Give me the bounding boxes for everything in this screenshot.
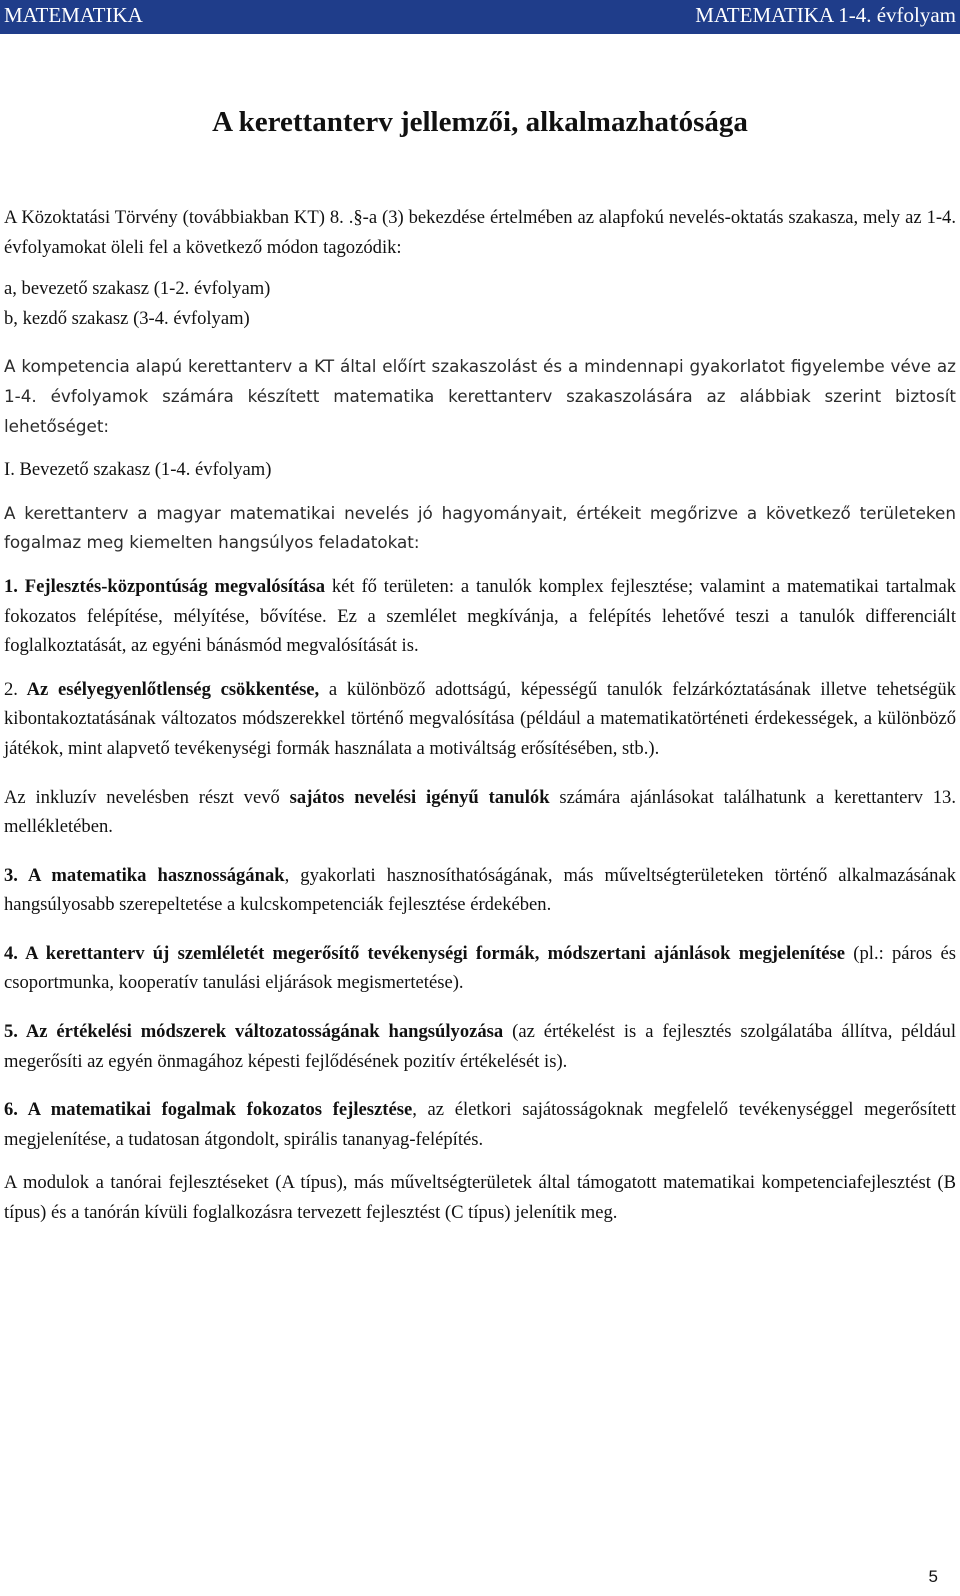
page-header [0,0,960,34]
item-2-text: a különböző adottságú, képességű tanulók felzárkóztatásának illetve tehetségük kibontakoztatásának változatos módszerekkel történő megvalósítása (például a matematikatörténeti érdekességek, a különböző játékok, mint alapvető tevékenységi formák használata a motiváltság erősítésében, stb.). [4,678,957,759]
closing-paragraph: A modulok a tanórai fejlesztéseket (A típus), más műveltségterületek által támogatott matematikai kompetenciafejlesztést (B típus) és a tanórán kívüli foglalkozásra tervezett fejlesztést (C típus) jelenítik meg. [4,1172,956,1224]
inclusive-bold: sajátos nevelési igényű tanulók [289,786,550,808]
item-3 [4,861,956,920]
item-4-heading: 4. A kerettanterv új szemléletét megerősítő tevékenységi formák, módszertani ajánlások megjelenítése [4,942,846,964]
document-body [4,203,956,1228]
header-right-title: MATEMATIKA 1-4. évfolyam [695,3,956,27]
item-4 [4,939,956,998]
item-4-text: (pl.: páros és csoportmunka, kooperatív tanulási eljárások megismertetése). [4,942,956,994]
item-1-text: két fő területen: a tanulók komplex fejlesztése; valamint a matematikai tartalmak fokozatos felépítése, mélyítése, bővítése. Ez a szemlélet megkívánja, a felépítés lehetővé teszi a tanulók differenciált foglalkoztatását, az egyéni bánásmód megvalósítását is. [4,575,957,657]
item-6-text: , az életkori sajátosságoknak megfelelő tevékenységgel megerősített megjelenítése, a tudatosan átgondolt, spirális tananyag-felépítés. [4,1099,956,1150]
competency-paragraph: A kompetencia alapú kerettanterv a KT által előírt szakaszolást és a mindennapi gyakorlatot figyelembe véve az 1-4. évfolyamok számára készített matematika kerettanterv szakaszolására az alábbiak szerint biztosít lehetőséget: [4,356,956,436]
stage-a: a, bevezető szakasz (1-2. évfolyam) [4,278,271,300]
stage-b: b, kezdő szakasz (3-4. évfolyam) [4,307,250,329]
item-2-heading: Az esélyegyenlőtlenség csökkentése, [17,678,320,700]
item-3-text: , gyakorlati hasznosíthatóságának, más műveltségterületeken történő alkalmazásának hangsúlyosabb szerepeltetése a kulcskompetenciák fejlesztése érdekében. [4,864,956,916]
page-number: 5 [928,1567,938,1586]
intro-paragraph: A Közoktatási Törvény (továbbiakban KT) 8. .§-a (3) bekezdése értelmében az alapfokú nevelés-oktatás szakasza, mely az 1-4. évfolyamokat öleli fel a következő módon tagozódik: [4,207,956,258]
item-6-heading: 6. A matematikai fogalmak fokozatos fejlesztése [4,1099,413,1121]
tasks-intro-paragraph: A kerettanterv a magyar matematikai nevelés jó hagyományait, értékeit megőrizve a következő területeken fogalmaz meg kiemelten hangsúlyos feladatokat: [4,502,956,553]
item-6 [4,1095,956,1154]
item-2-number: 2. [4,678,18,700]
page-title: A kerettanterv jellemzői, alkalmazhatósága [212,106,748,138]
item-5 [4,1017,956,1076]
item-2 [4,675,956,764]
header-left-title: MATEMATIKA [4,3,143,27]
item-5-heading: 5. Az értékelési módszerek változatosságának hangsúlyozása [4,1021,504,1043]
inclusive-paragraph [4,783,956,842]
inclusive-text-a: Az inkluzív nevelésben részt vevő [4,786,290,808]
item-3-heading: 3. A matematika hasznosságának [4,864,285,886]
item-5-text: (az értékelést is a fejlesztés szolgálatába állítva, például megerősíti az egyén önmagához képesti fejlődésének pozitív értékelését is). [4,1021,956,1072]
item-1 [4,572,956,661]
section-heading: I. Bevezető szakasz (1-4. évfolyam) [4,459,272,481]
item-1-heading: 1. Fejlesztés-központúság megvalósítása [4,575,326,597]
inclusive-text-b: számára ajánlásokat találhatunk a kerettanterv 13. mellékletében. [4,786,956,838]
